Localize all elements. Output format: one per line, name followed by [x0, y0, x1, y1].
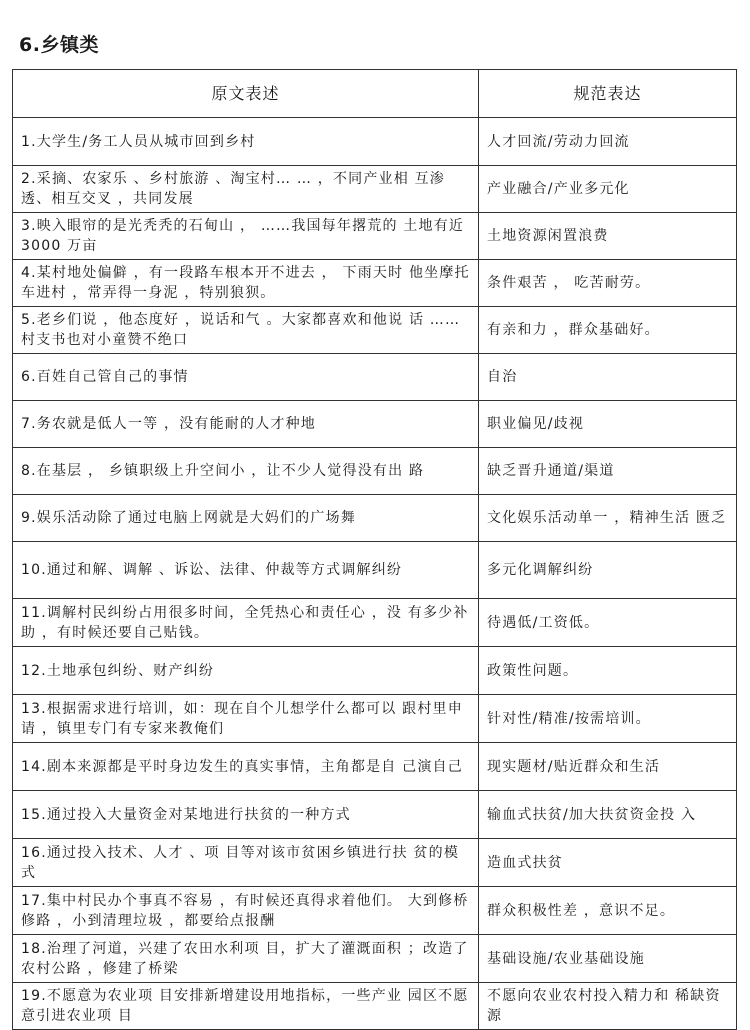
original-cell: 9.娱乐活动除了通过电脑上网就是大妈们的广场舞 — [13, 495, 479, 542]
table-row — [13, 695, 737, 743]
standard-cell: 产业融合/产业多元化 — [479, 166, 737, 213]
header-original: 原文表述 — [13, 70, 479, 118]
table-row — [13, 935, 737, 983]
original-cell: 1.大学生/务工人员从城市回到乡村 — [13, 118, 479, 166]
standard-cell: 有亲和力 ，群众基础好。 — [479, 307, 737, 354]
original-cell: 8.在基层 ， 乡镇职级上升空间小 ，让不少人觉得没有出 路 — [13, 448, 479, 495]
original-cell: 18.治理了河道，兴建了农田水利项 目，扩大了灌溉面积 ；改造了农村公路 ，修建了桥梁 — [13, 935, 479, 983]
table-row — [13, 354, 737, 401]
table-row — [13, 307, 737, 354]
table-row — [13, 839, 737, 887]
table-row — [13, 983, 737, 1030]
original-cell: 19.不愿意为农业项 目安排新增建设用地指标，一些产业 园区不愿意引进农业项 目 — [13, 983, 479, 1030]
table-row — [13, 542, 737, 599]
standard-cell: 针对性/精准/按需培训。 — [479, 695, 737, 743]
section-title: 6.乡镇类 — [19, 34, 99, 56]
standard-cell: 基础设施/农业基础设施 — [479, 935, 737, 983]
original-cell: 11.调解村民纠纷占用很多时间，全凭热心和责任心 ，没 有多少补助 ，有时候还要自己贴钱。 — [13, 599, 479, 647]
standard-cell: 土地资源闲置浪费 — [479, 213, 737, 260]
table-row — [13, 166, 737, 213]
header-standard: 规范表达 — [479, 70, 737, 118]
original-cell: 10.通过和解、调解 、诉讼、法律、仲裁等方式调解纠纷 — [13, 542, 479, 599]
table-row — [13, 647, 737, 695]
original-cell: 2.采摘、农家乐 、乡村旅游 、淘宝村… … ，不同产业相 互渗透、相互交叉 ，共同发展 — [13, 166, 479, 213]
original-cell: 6.百姓自己管自己的事情 — [13, 354, 479, 401]
table-row — [13, 260, 737, 307]
original-cell: 13.根据需求进行培训，如：现在自个儿想学什么都可以 跟村里申请 ，镇里专门有专家来教俺们 — [13, 695, 479, 743]
standard-cell: 不愿向农业农村投入精力和 稀缺资源 — [479, 983, 737, 1030]
expression-table — [12, 69, 737, 1030]
standard-cell: 职业偏见/歧视 — [479, 401, 737, 448]
original-cell: 17.集中村民办个事真不容易 ，有时候还真得求着他们。 大到修桥修路 ，小到清理垃圾 ，都要给点报酬 — [13, 887, 479, 935]
original-cell: 3.映入眼帘的是光秃秃的石甸山 ， ……我国每年撂荒的 土地有近 3000 万亩 — [13, 213, 479, 260]
standard-cell: 自治 — [479, 354, 737, 401]
original-cell: 14.剧本来源都是平时身边发生的真实事情，主角都是自 己演自己 — [13, 743, 479, 791]
table-row — [13, 401, 737, 448]
standard-cell: 条件艰苦 ， 吃苦耐劳。 — [479, 260, 737, 307]
table-row — [13, 791, 737, 839]
original-cell: 4.某村地处偏僻 ，有一段路车根本开不进去 ， 下雨天时 他坐摩托车进村 ，常弄得一身泥 ，特别狼狈。 — [13, 260, 479, 307]
table-row — [13, 118, 737, 166]
standard-cell: 文化娱乐活动单一 ，精神生活 匮乏 — [479, 495, 737, 542]
table-row — [13, 743, 737, 791]
standard-cell: 造血式扶贫 — [479, 839, 737, 887]
table-row — [13, 448, 737, 495]
table-row — [13, 213, 737, 260]
table-row — [13, 887, 737, 935]
original-cell: 12.土地承包纠纷、财产纠纷 — [13, 647, 479, 695]
standard-cell: 缺乏晋升通道/渠道 — [479, 448, 737, 495]
original-cell: 15.通过投入大量资金对某地进行扶贫的一种方式 — [13, 791, 479, 839]
standard-cell: 输血式扶贫/加大扶贫资金投 入 — [479, 791, 737, 839]
standard-cell: 待遇低/工资低。 — [479, 599, 737, 647]
table-row — [13, 495, 737, 542]
standard-cell: 群众积极性差 ，意识不足。 — [479, 887, 737, 935]
standard-cell: 现实题材/贴近群众和生活 — [479, 743, 737, 791]
original-cell: 16.通过投入技术、人才 、项 目等对该市贫困乡镇进行扶 贫的模式 — [13, 839, 479, 887]
table-header-row — [13, 70, 737, 118]
standard-cell: 政策性问题。 — [479, 647, 737, 695]
original-cell: 7.务农就是低人一等 ，没有能耐的人才种地 — [13, 401, 479, 448]
original-cell: 5.老乡们说 ，他态度好 ，说话和气 。大家都喜欢和他说 话 ……村支书也对小童赞不绝口 — [13, 307, 479, 354]
standard-cell: 多元化调解纠纷 — [479, 542, 737, 599]
table-row — [13, 599, 737, 647]
standard-cell: 人才回流/劳动力回流 — [479, 118, 737, 166]
